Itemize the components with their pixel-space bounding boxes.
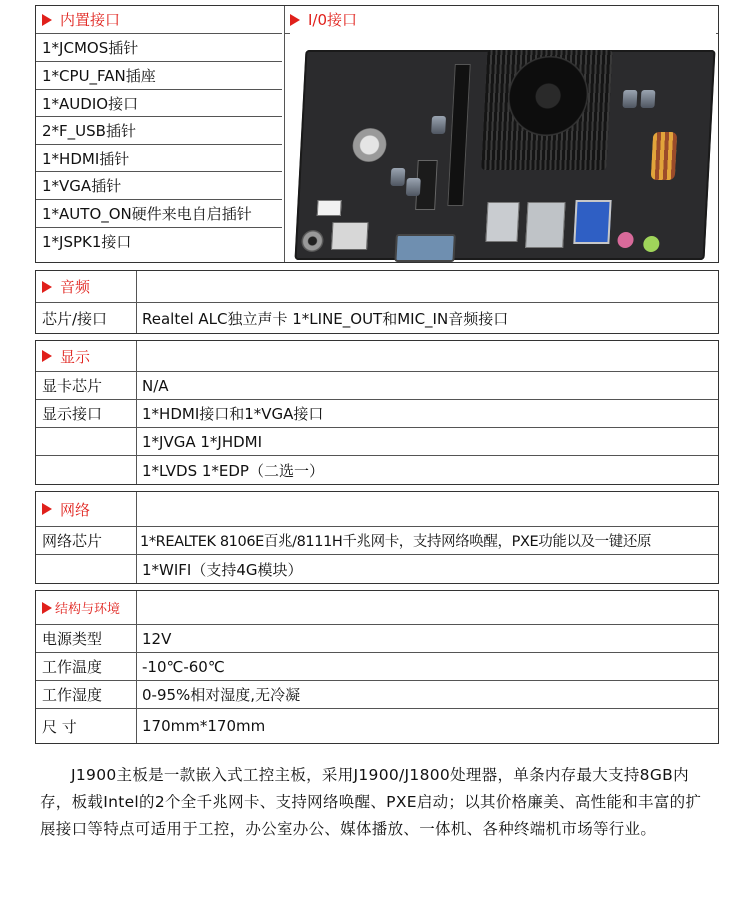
vga-port-icon — [394, 234, 455, 262]
env-value: 0-95%相对湿度,无冷凝 — [142, 686, 301, 704]
env-label: 电源类型 — [42, 630, 103, 648]
env-value: -10℃-60℃ — [142, 657, 225, 676]
triangle-icon — [42, 281, 52, 293]
triangle-icon — [290, 14, 300, 26]
display-value: N/A — [142, 376, 169, 395]
audio-label: 芯片/接口 — [42, 309, 108, 328]
display-value: 1*LVDS 1*EDP（二选一） — [142, 461, 324, 480]
internal-heading: 内置接口 — [40, 6, 284, 33]
display-table — [35, 340, 719, 485]
audio-heading: 音频 — [40, 271, 136, 302]
internal-item: 1*JCMOS插针 — [42, 39, 139, 57]
capacitor-icon — [390, 168, 405, 186]
display-heading: 显示 — [40, 341, 136, 371]
pcb-board — [294, 50, 715, 260]
internal-item: 2*F_USB插针 — [42, 122, 136, 140]
network-value: 1*REALTEK 8106E百兆/8111H千兆网卡，支持网络唤醒，PXE功能以及一键还原 — [140, 534, 652, 550]
network-value: 1*WIFI（支持4G模块） — [142, 560, 303, 579]
usb-port-icon — [485, 202, 519, 242]
env-table — [35, 590, 719, 744]
power-header-icon — [317, 200, 342, 216]
triangle-icon — [42, 503, 52, 515]
network-label: 网络芯片 — [42, 532, 103, 550]
triangle-icon — [42, 602, 52, 614]
cmos-battery-icon — [352, 128, 388, 162]
network-label — [42, 555, 136, 583]
internal-item: 1*JSPK1接口 — [42, 233, 132, 251]
internal-item: 1*AUTO_ON硬件来电自启插针 — [42, 205, 252, 223]
capacitor-icon — [640, 90, 655, 108]
display-value: 1*JVGA 1*JHDMI — [142, 432, 263, 451]
lan-port-icon — [525, 202, 565, 248]
hdmi-port-icon — [331, 222, 368, 250]
dc-power-jack-icon — [301, 230, 324, 252]
display-value: 1*HDMI接口和1*VGA接口 — [142, 405, 324, 423]
triangle-icon — [42, 14, 52, 26]
env-heading: 结构与环境 — [40, 591, 136, 624]
io-heading: I/0接口 — [288, 6, 718, 33]
capacitor-icon — [406, 178, 421, 196]
env-value: 12V — [142, 629, 172, 648]
line-out-jack-icon — [643, 236, 660, 252]
capacitor-icon — [431, 116, 446, 134]
env-label: 工作温度 — [42, 658, 103, 676]
ram-slot — [447, 64, 470, 206]
network-table — [35, 491, 719, 584]
internal-item: 1*VGA插针 — [42, 177, 122, 195]
mic-jack-icon — [617, 232, 634, 248]
cable-icon — [651, 132, 678, 180]
internal-item: 1*HDMI插针 — [42, 149, 130, 168]
capacitor-icon — [622, 90, 637, 108]
triangle-icon — [42, 350, 52, 362]
network-heading: 网络 — [40, 492, 136, 526]
internal-item: 1*CPU_FAN插座 — [42, 67, 156, 85]
display-label — [42, 428, 136, 455]
audio-value: Realtel ALC独立声卡 1*LINE_OUT和MIC_IN音频接口 — [142, 309, 509, 328]
description-paragraph: J1900主板是一款嵌入式工控主板，采用J1900/J1800处理器，单条内存最大支持8GB内存，板载Intel的2个全千兆网卡、支持网络唤醒、PXE启动；以其价格廉美、高性能和丰富的扩展接口等特点可适用于工控，办公室办公、媒体播放、一体机、各种终端机市场等行业。 — [40, 766, 702, 838]
audio-table — [35, 270, 719, 334]
env-label: 尺 寸 — [42, 717, 77, 736]
internal-item: 1*AUDIO接口 — [42, 94, 139, 113]
display-label: 显示接口 — [42, 405, 103, 423]
usb3-port-icon — [573, 200, 611, 244]
env-label: 工作湿度 — [42, 686, 103, 704]
env-value: 170mm*170mm — [142, 717, 266, 735]
motherboard-image — [290, 32, 716, 262]
display-label: 显卡芯片 — [42, 377, 103, 395]
display-label — [42, 456, 136, 484]
